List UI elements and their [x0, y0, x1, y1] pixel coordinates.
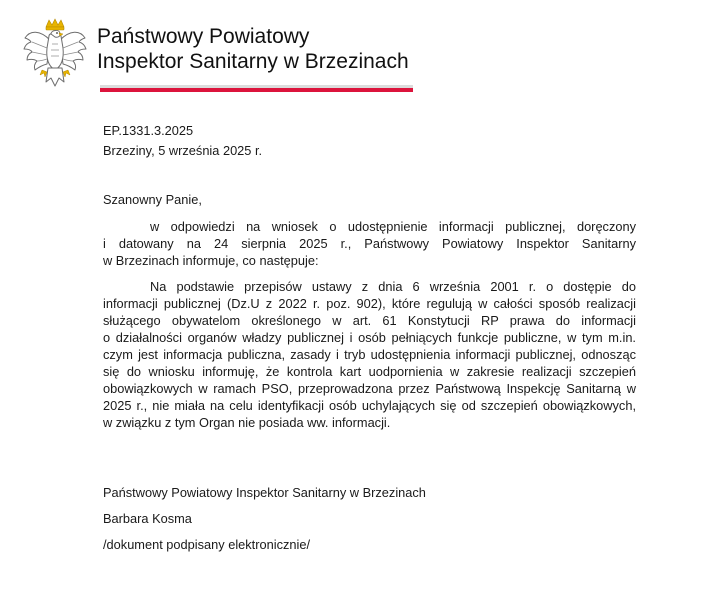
paragraph-body: [103, 278, 636, 431]
salutation: Szanowny Panie,: [103, 192, 202, 207]
paragraph-line: się do wniosku informuję, że kontrola kart uodpornienia w zakresie realizacji szczepień: [103, 364, 636, 379]
paragraph-line: o działalności organów władzy publicznej i osób pełniących funkcje publiczne, w tym m.in.: [103, 330, 636, 345]
paragraph-line: w odpowiedzi na wniosek o udostępnienie informacji publicznej, doręczony: [150, 219, 636, 234]
paragraph-line: czym jest informacja publiczna, zasady i tryb udostępnienia informacji publicznej, odnosząc: [103, 347, 636, 362]
letterhead: [22, 14, 414, 92]
electronic-signature-note: /dokument podpisany elektronicznie/: [103, 537, 311, 552]
paragraph-line: i datowany na 24 sierpnia 2025 r., Państwowy Powiatowy Inspektor Sanitarny: [103, 236, 636, 251]
flag-stripe-red: [100, 88, 413, 92]
polish-eagle-emblem-icon: [22, 18, 88, 90]
paragraph-intro: [103, 218, 636, 269]
signature-institution: Państwowy Powiatowy Inspektor Sanitarny w Brzezinach: [103, 485, 426, 500]
paragraph-line: Na podstawie przepisów ustawy z dnia 6 września 2001 r. o dostępie do: [150, 279, 636, 294]
institution-name: [97, 24, 409, 74]
institution-name-line2: Inspektor Sanitarny w Brzezinach: [97, 50, 409, 73]
paragraph-line: w Brzezinach informuje, co następuje:: [103, 253, 319, 268]
paragraph-line: służącego obywatelom określonego w art. 61 Konstytucji RP prawa do informacji: [103, 313, 636, 328]
paragraph-line: obowiązkowych w ramach PSO, przeprowadzona przez Państwową Inspekcję Sanitarną w: [103, 381, 636, 396]
institution-name-line1: Państwowy Powiatowy: [97, 25, 310, 48]
paragraph-line: informacji publicznej (Dz.U z 2022 r. poz. 902), które regulują w całości sposób realizacji: [103, 296, 636, 311]
paragraph-line: 2025 r., nie miała na celu identyfikacji osób uchylających się od szczepień obowiązkowych,: [103, 398, 636, 413]
reference-number: EP.1331.3.2025: [103, 123, 194, 138]
place-and-date: Brzeziny, 5 września 2025 r.: [103, 143, 263, 158]
paragraph-line: w związku z tym Organ nie posiada ww. informacji.: [103, 415, 391, 430]
signature-name: Barbara Kosma: [103, 511, 192, 526]
